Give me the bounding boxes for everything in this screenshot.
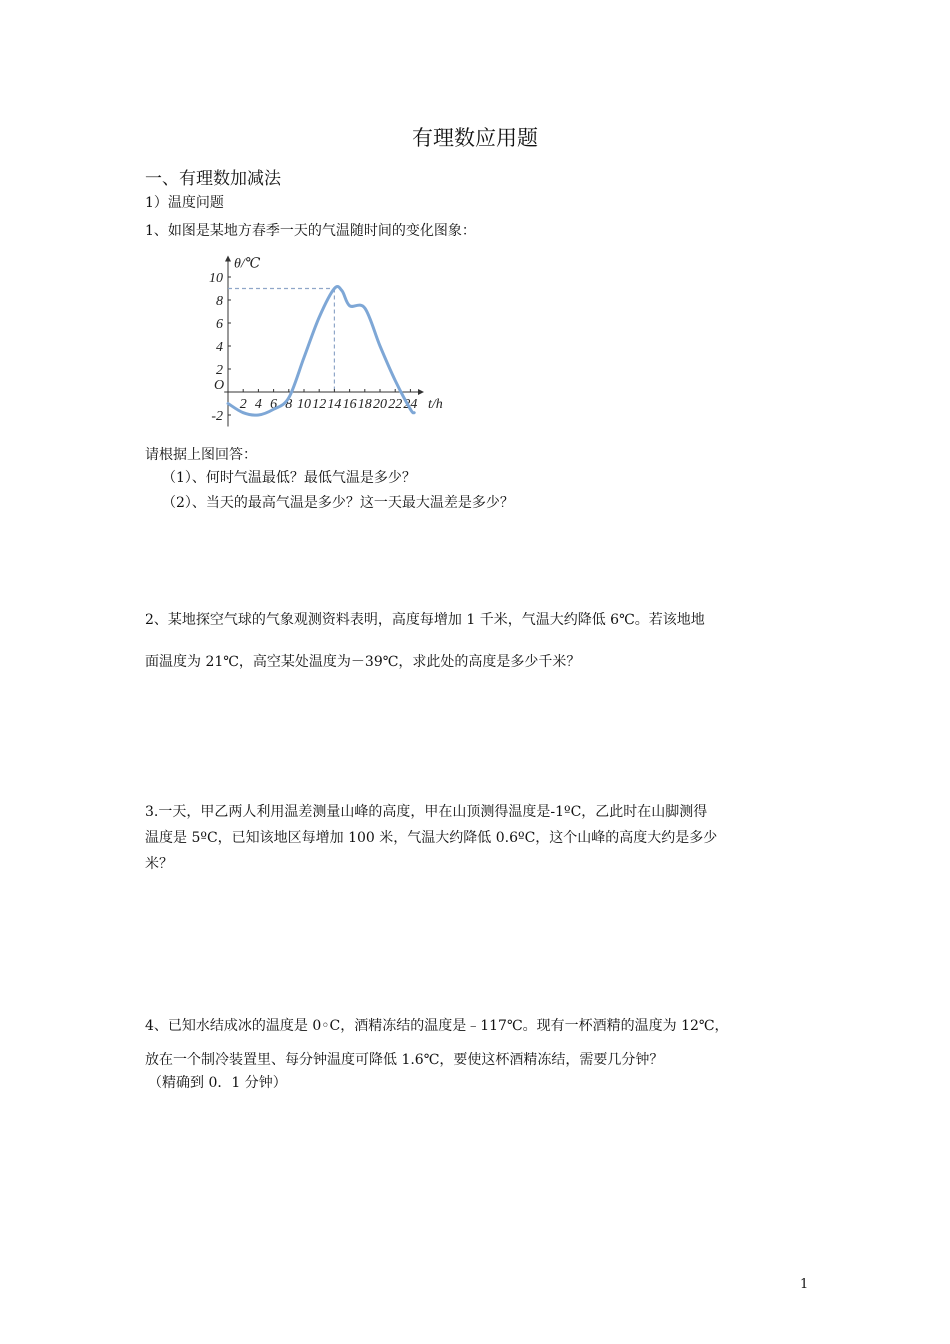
y-tick-label: 8 [216,294,223,309]
question-2 [145,599,810,683]
y-tick-label: 10 [209,271,223,286]
x-tick-label: 14 [327,397,342,412]
chart-ticks [209,271,417,424]
y-tick-label: 4 [216,340,223,355]
question-3 [145,799,810,877]
x-tick-label: 8 [285,397,293,412]
y-tick-label: 6 [216,317,223,332]
chart-guides [228,289,334,393]
question-2-line-2: 面温度为 21℃，高空某处温度为－39℃，求此处的高度是多少千米？ [145,654,581,670]
y-axis-arrow [225,256,231,262]
temperature-chart [190,250,620,430]
x-tick-label: 20 [373,397,387,412]
page-number: 1 [800,1277,809,1292]
question-3-line-3: 米？ [145,856,173,872]
question-1-sub-1: （1）、何时气温最低？最低气温是多少？ [162,470,416,486]
x-tick-label: 18 [357,397,372,412]
page-title: 有理数应用题 [412,126,538,150]
x-tick-label: 24 [403,397,418,412]
question-2-line-1: 2、某地探空气球的气象观测资料表明，高度每增加 1 千米，气温大约降低 6℃。若该地地 [145,612,705,628]
question-1-stem: 1、如图是某地方春季一天的气温随时间的变化图象： [145,223,476,239]
x-tick-label: 22 [388,397,403,412]
x-tick-label: 12 [312,397,327,412]
subsection-heading: 1）温度问题 [145,195,224,211]
x-tick-label: 16 [342,397,357,412]
y-axis-label: θ/℃ [234,256,261,272]
x-tick-label: 4 [254,397,262,412]
question-3-line-1: 3.一天，甲乙两人利用温差测量山峰的高度，甲在山顶测得温度是-1ºC，乙此时在山脚测得 [145,804,708,820]
question-3-line-2: 温度是 5ºC，已知该地区每增加 100 米，气温大约降低 0.6ºC，这个山峰的高度大约是多少 [145,830,718,846]
question-4-line-2: 放在一个制冷装置里、每分钟温度可降低 1.6℃，要使这杯酒精冻结，需要几分钟？ [145,1052,664,1068]
section-heading: 一、有理数加减法 [145,169,281,189]
question-4-line-3: （精确到 0．1 分钟） [148,1075,287,1091]
y-tick-label: 2 [216,363,223,378]
x-tick-label: 10 [297,397,311,412]
question-4-line-1: 4、已知水结成冰的温度是 0◦C，酒精冻结的温度是﹣117℃。现有一杯酒精的温度为 12℃， [145,1018,729,1034]
chart-series [228,286,414,415]
question-1-prompt: 请根据上图回答： [145,447,257,463]
question-1-sub-2: （2）、当天的最高气温是多少？这一天最大温差是多少？ [162,495,514,511]
origin-label: O [214,378,225,393]
x-axis-arrow [418,389,424,395]
x-axis-label: t/h [428,397,443,412]
x-tick-label: 2 [239,397,247,412]
x-tick-label: 6 [270,397,278,412]
y-tick-label: -2 [211,409,223,424]
question-4 [145,1009,810,1077]
temperature-line [228,286,414,415]
